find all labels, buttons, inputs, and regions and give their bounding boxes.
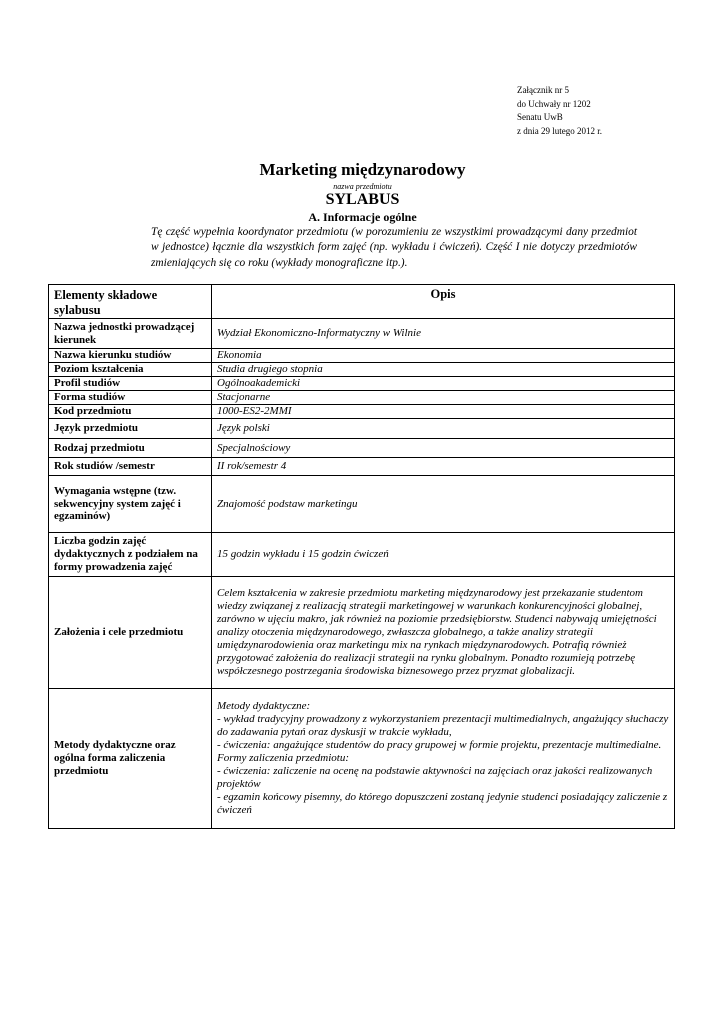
attachment-note bbox=[517, 84, 602, 138]
course-title-caption: nazwa przedmiotu bbox=[333, 182, 392, 191]
row-label: Założenia i cele przedmiotu bbox=[49, 577, 212, 689]
table-row bbox=[49, 405, 675, 419]
row-value: Stacjonarne bbox=[212, 391, 675, 405]
syllabus-table bbox=[48, 284, 675, 829]
row-value: Studia drugiego stopnia bbox=[212, 363, 675, 377]
table-row bbox=[49, 349, 675, 363]
attachment-line: Senatu UwB bbox=[517, 112, 563, 122]
row-label: Rodzaj przedmiotu bbox=[49, 439, 212, 458]
row-label: Wymagania wstępne (tzw. sekwencyjny system zajęć i egzaminów) bbox=[49, 476, 212, 533]
section-heading: A. Informacje ogólne bbox=[308, 210, 417, 224]
table-row bbox=[49, 391, 675, 405]
header-cell-elements: Elementy składowe sylabusu bbox=[49, 285, 212, 319]
row-label: Język przedmiotu bbox=[49, 419, 212, 439]
table-row bbox=[49, 533, 675, 577]
attachment-line: do Uchwały nr 1202 bbox=[517, 98, 591, 109]
table-row bbox=[49, 458, 675, 476]
row-value: 15 godzin wykładu i 15 godzin ćwiczeń bbox=[212, 533, 675, 577]
row-label: Liczba godzin zajęć dydaktycznych z podziałem na formy prowadzenia zajęć bbox=[49, 533, 212, 577]
row-label: Nazwa jednostki prowadzącej kierunek bbox=[49, 319, 212, 349]
table-row bbox=[49, 577, 675, 689]
row-value: Język polski bbox=[212, 419, 675, 439]
table-header-row bbox=[49, 285, 675, 319]
row-value: Specjalnościowy bbox=[212, 439, 675, 458]
row-label: Profil studiów bbox=[49, 377, 212, 391]
table-row bbox=[49, 377, 675, 391]
intro-paragraph: Tę część wypełnia koordynator przedmiotu (w porozumieniu ze wszystkimi prowadzącymi dany przedmiot w jednostce) łącznie dla wszystkich form zajęć (np. wykładu i ćwiczeń). Część I nie dotyczy przedmiotów zmieniających się co roku (wykłady monograficzne itp.). bbox=[151, 226, 637, 269]
row-value: Celem kształcenia w zakresie przedmiotu marketing międzynarodowy jest przekazanie studentom wiedzy związanej z realizacją strategii marketingowej w warunkach konkurencyjności globalnej, zarówno w ujęciu makro, jak również na poziomie przedsiębiorstw. Studenci nabywają umiejętności analizy otoczenia międzynarodowego, zwłaszcza globalnego, a także analizy strategii umiędzynarodowienia oraz marketingu mix na rynkach międzynarodowych. Potrafią również przygotować założenia do realizacji strategii na rynku globalnym. Ponadto rozumieją potrzebę współczesnego postrzegania środowiska biznesowego przez pryzmat globalizacji. bbox=[212, 577, 675, 689]
row-value: Znajomość podstaw marketingu bbox=[212, 476, 675, 533]
course-title: Marketing międzynarodowy bbox=[259, 160, 466, 179]
attachment-line: Załącznik nr 5 bbox=[517, 85, 569, 95]
row-label: Kod przedmiotu bbox=[49, 405, 212, 419]
row-value: Ekonomia bbox=[212, 349, 675, 363]
row-value: Metody dydaktyczne: - wykład tradycyjny prowadzony z wykorzystaniem prezentacji multimedialnych, angażujący słuchaczy do zadawania pytań oraz dyskusji w trakcie wykładu, - ćwiczenia: angażujące studentów do pracy grupowej w formie projektu, prezentacje multimedialne. Formy zaliczenia przedmiotu: - ćwiczenia: zaliczenie na ocenę na podstawie aktywności na zajęciach oraz jakości realizowanych projektów - egzamin końcowy pisemny, do którego dopuszczeni zostaną jedynie studenci posiadający zaliczenie z ćwiczeń bbox=[212, 689, 675, 829]
row-label: Metody dydaktyczne oraz ogólna forma zaliczenia przedmiotu bbox=[49, 689, 212, 829]
row-label: Rok studiów /semestr bbox=[49, 458, 212, 476]
attachment-line: z dnia 29 lutego 2012 r. bbox=[517, 125, 602, 136]
header-cell-description: Opis bbox=[212, 285, 675, 319]
row-value: II rok/semestr 4 bbox=[212, 458, 675, 476]
table-row bbox=[49, 689, 675, 829]
table-row bbox=[49, 476, 675, 533]
row-value: Wydział Ekonomiczno-Informatyczny w Wilnie bbox=[212, 319, 675, 349]
document-type: SYLABUS bbox=[325, 191, 400, 208]
row-value: Ogólnoakademicki bbox=[212, 377, 675, 391]
row-label: Nazwa kierunku studiów bbox=[49, 349, 212, 363]
table-row bbox=[49, 363, 675, 377]
table-row bbox=[49, 319, 675, 349]
row-value: 1000-ES2-2MMI bbox=[212, 405, 675, 419]
table-row bbox=[49, 419, 675, 439]
row-label: Poziom kształcenia bbox=[49, 363, 212, 377]
table-row bbox=[49, 439, 675, 458]
row-label: Forma studiów bbox=[49, 391, 212, 405]
